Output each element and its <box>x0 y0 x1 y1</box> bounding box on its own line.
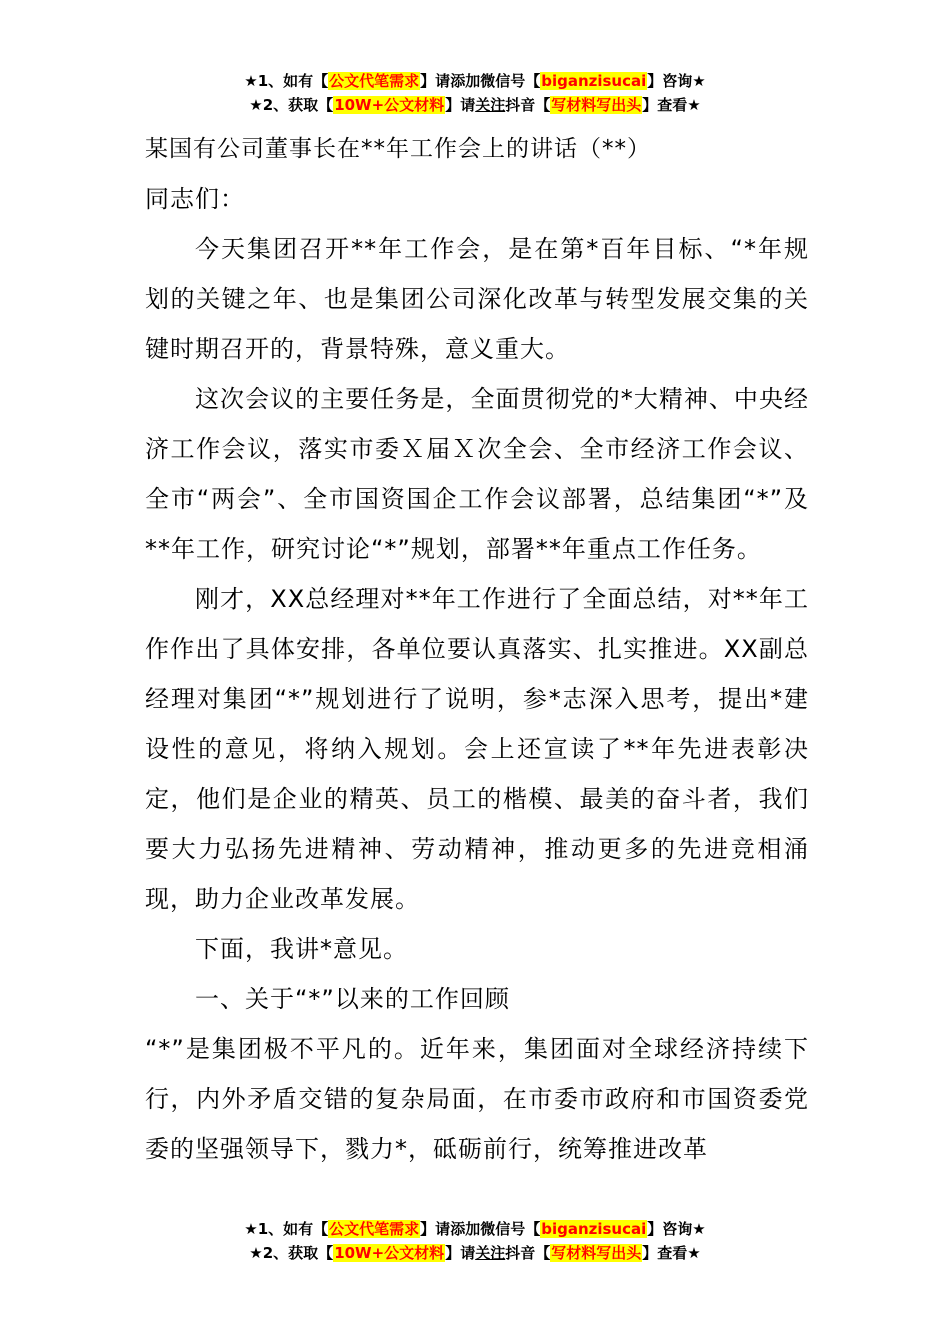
banner-line-1-suffix: 】咨询★ <box>647 72 706 90</box>
banner-line-2-highlight-douyin: 写材料写出头 <box>551 96 642 114</box>
footer-line-2-mid2: 抖音【 <box>505 1244 551 1262</box>
footer-line-1-highlight-service: 公文代笔需求 <box>329 1220 420 1238</box>
banner-line-1-prefix: ★1、如有【 <box>244 72 329 90</box>
footer-line-2-highlight-materials: 10W+公文材料 <box>334 1244 445 1262</box>
banner-line-2-prefix: ★2、获取【 <box>249 96 334 114</box>
footer-line-1-mid: 】请 <box>420 1220 451 1238</box>
banner-line-1-mid2: 微信号【 <box>480 72 541 90</box>
banner-line-2-mid: 】请 <box>445 96 476 114</box>
banner-line-1-bold-word: 添加 <box>450 72 481 90</box>
section-1-heading: 一、关于“*”以来的工作回顾 <box>195 985 510 1013</box>
paragraph-3: 刚才，XX总经理对**年工作进行了全面总结，对**年工作作出了具体安排，各单位要认真落实、扎实推进。XX副总经理对集团“*”规划进行了说明，参*志深入思考，提出*建设性的意见，将纳入规划。会上还宣读了**年先进表彰决定，他们是企业的精英、员工的楷模、最美的奋斗者，我们要大力弘扬先进精神、劳动精神，推动更多的先进竞相涌现，助力企业改革发展。 <box>145 585 809 913</box>
banner-line-2-mid2: 抖音【 <box>505 96 551 114</box>
banner-line-2-suffix: 】查看★ <box>642 96 701 114</box>
banner-line-1-highlight-wechat: biganzisucai <box>541 72 647 90</box>
footer-line-2-prefix: ★2、获取【 <box>249 1244 334 1262</box>
document-body <box>145 124 809 1174</box>
footer-line-1-suffix: 】咨询★ <box>647 1220 706 1238</box>
footer-banner-line-1 <box>0 1218 950 1242</box>
banner-line-1-mid: 】请 <box>420 72 451 90</box>
salutation: 同志们： <box>145 185 245 213</box>
footer-banner-line-2 <box>0 1242 950 1266</box>
section-1-paragraph: “*”是集团极不平凡的。近年来，集团面对全球经济持续下行，内外矛盾交错的复杂局面，在市委市政府和市国资委党委的坚强领导下，戮力*，砥砺前行，统筹推进改革 <box>145 1035 809 1163</box>
banner-line-1 <box>0 70 950 94</box>
banner-line-2-bold-word: 关注 <box>475 96 506 114</box>
paragraph-4: 下面，我讲*意见。 <box>195 935 408 963</box>
footer-banner <box>0 1218 950 1266</box>
paragraph-2: 这次会议的主要任务是，全面贯彻党的*大精神、中央经济工作会议，落实市委Ｘ届Ｘ次全会、全市经济工作会议、全市“两会”、全市国资国企工作会议部署，总结集团“*”及**年工作，研究讨论“*”规划，部署**年重点工作任务。 <box>145 385 809 563</box>
footer-line-2-bold-word: 关注 <box>475 1244 506 1262</box>
banner-line-2-highlight-materials: 10W+公文材料 <box>334 96 445 114</box>
footer-line-1-highlight-wechat: biganzisucai <box>541 1220 647 1238</box>
footer-line-2-highlight-douyin: 写材料写出头 <box>551 1244 642 1262</box>
banner-line-2 <box>0 94 950 118</box>
footer-line-1-bold-word: 添加 <box>450 1220 481 1238</box>
document-title: 某国有公司董事长在**年工作会上的讲话（**） <box>145 136 651 162</box>
paragraph-1: 今天集团召开**年工作会，是在第*百年目标、“*年规划的关键之年、也是集团公司深化改革与转型发展交集的关键时期召开的，背景特殊，意义重大。 <box>145 235 809 363</box>
banner-line-1-highlight-service: 公文代笔需求 <box>329 72 420 90</box>
footer-line-2-mid: 】请 <box>445 1244 476 1262</box>
footer-line-1-mid2: 微信号【 <box>480 1220 541 1238</box>
footer-line-2-suffix: 】查看★ <box>642 1244 701 1262</box>
header-banner <box>0 70 950 118</box>
footer-line-1-prefix: ★1、如有【 <box>244 1220 329 1238</box>
